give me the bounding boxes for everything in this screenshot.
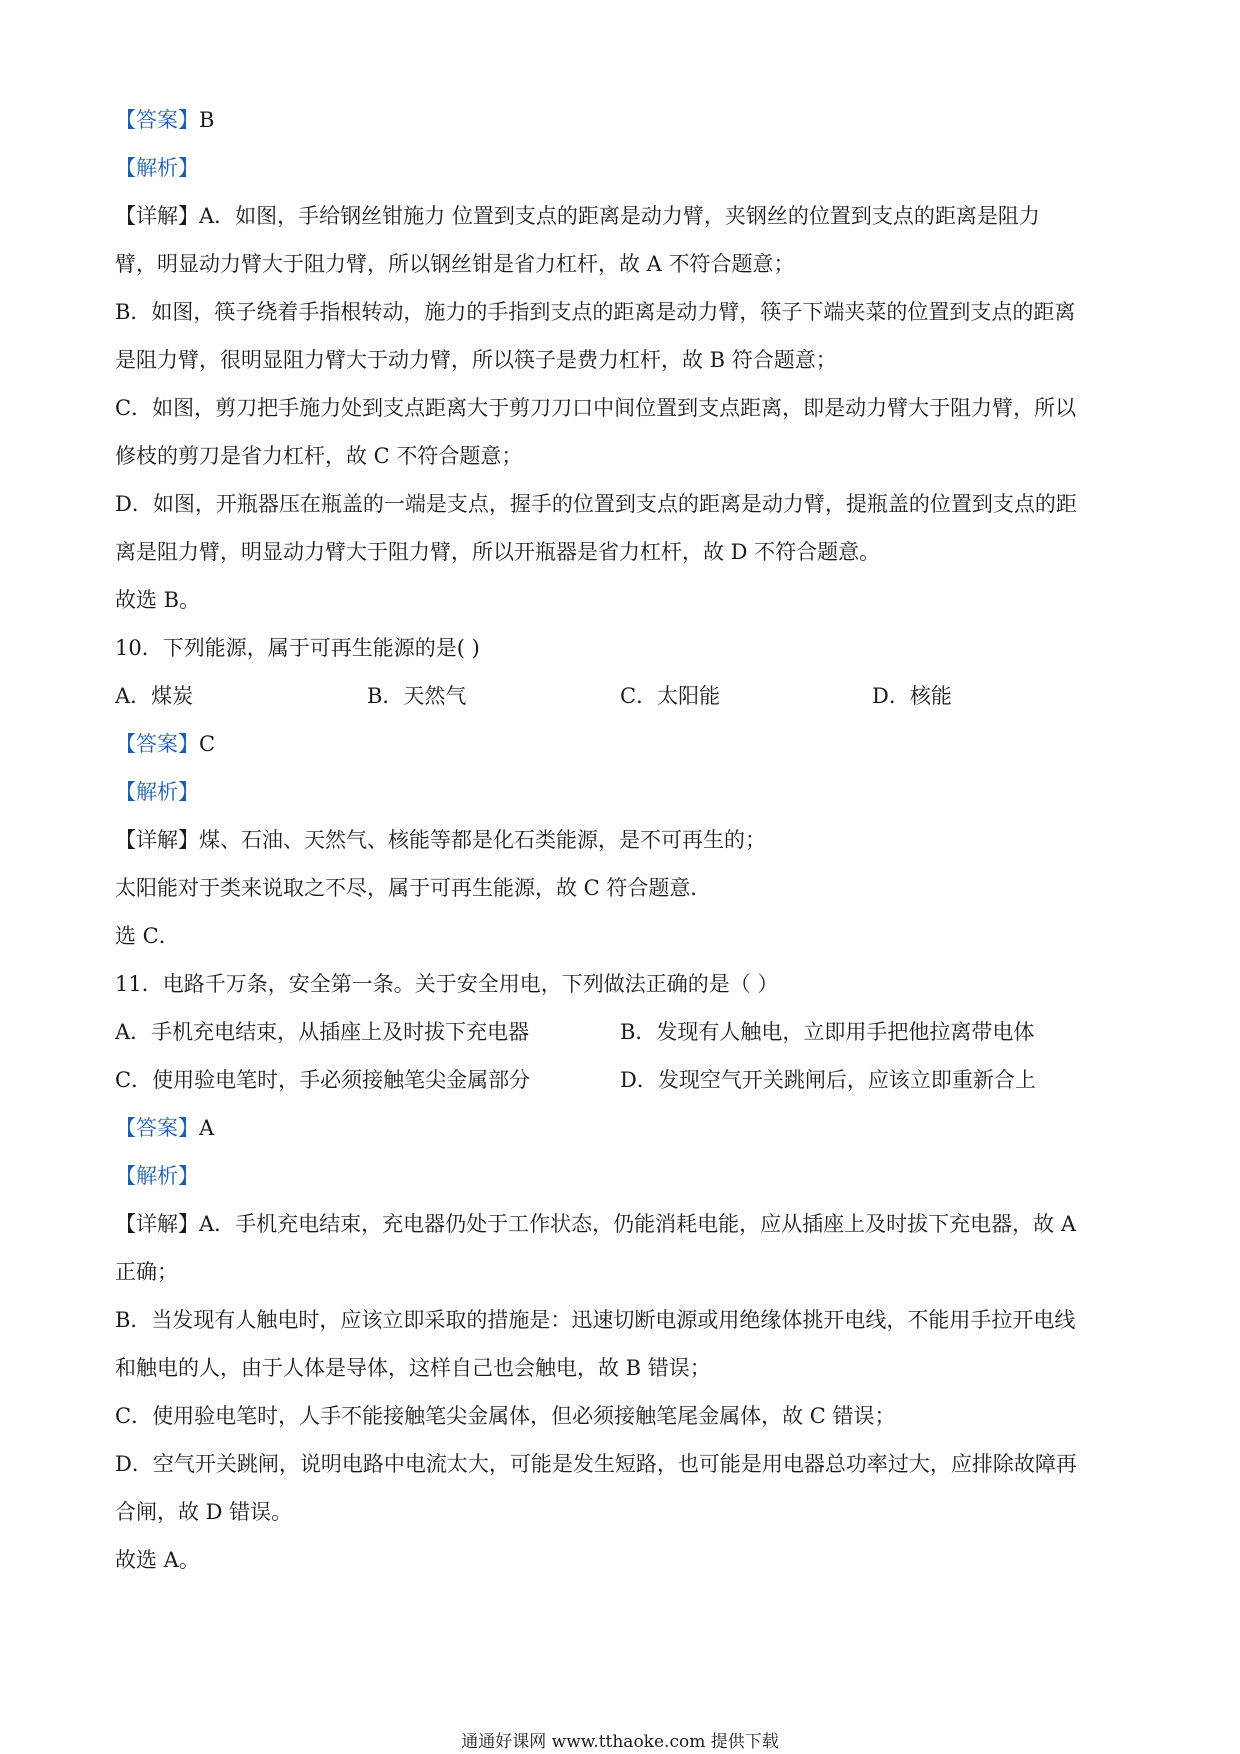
detail-line: D．空气开关跳闸，说明电路中电流太大，可能是发生短路，也可能是用电器总功率过大，应排除故障再 [115,1452,1077,1476]
page-footer: 通通好课网 www.tthaoke.com 提供下载 [461,1732,779,1752]
answer-tag: 【答案】 [115,108,199,132]
option-d: D．核能 [872,684,952,708]
detail-line: 太阳能对于类来说取之不尽，属于可再生能源，故 C 符合题意． [115,876,712,900]
detail-tag: 【详解】 [115,828,199,852]
answer-line [115,1113,1125,1143]
option-b: B．发现有人触电，立即用手把他拉离带电体 [620,1020,1035,1044]
analysis-heading: 【解析】 [115,1164,199,1188]
option-c: C．太阳能 [620,684,721,708]
detail-line: 正确； [115,1260,178,1284]
detail-line: 【详解】A．如图，手给钢丝钳施力 位置到支点的距离是动力臂，夹钢丝的位置到支点的距离是阻力 [115,204,1040,228]
detail-line: 和触电的人，由于人体是导体，这样自己也会触电，故 B 错误； [115,1356,711,1380]
option-a: A．煤炭 [115,684,194,708]
question-stem: 11．电路千万条，安全第一条。关于安全用电，下列做法正确的是（ ） [115,972,779,996]
option-b: B．天然气 [367,684,467,708]
detail-line: C．如图，剪刀把手施力处到支点距离大于剪刀刀口中间位置到支点距离，即是动力臂大于阻力臂，所以 [115,396,1077,420]
option-a: A．手机充电结束，从插座上及时拔下充电器 [115,1020,530,1044]
detail-line: 【详解】A．手机充电结束，充电器仍处于工作状态，仍能消耗电能，应从插座上及时拔下充电器，故 A [115,1212,1077,1236]
detail-line: 【详解】煤、石油、天然气、核能等都是化石类能源，是不可再生的； [115,828,766,852]
question-stem: 10．下列能源，属于可再生能源的是( ) [115,636,480,660]
detail-tag: 【详解】 [115,1212,199,1236]
answer-value: B [199,108,215,132]
answer-tag: 【答案】 [115,732,199,756]
detail-line: 修枝的剪刀是省力杠杆，故 C 不符合题意； [115,444,523,468]
detail-line: 臂，明显动力臂大于阻力臂，所以钢丝钳是省力杠杆，故 A 不符合题意； [115,252,795,276]
detail-line: C．使用验电笔时，人手不能接触笔尖金属体，但必须接触笔尾金属体，故 C 错误； [115,1404,896,1428]
answer-tag: 【答案】 [115,1116,199,1140]
analysis-heading: 【解析】 [115,156,199,180]
detail-tag: 【详解】 [115,204,199,228]
detail-line: B．如图，筷子绕着手指根转动，施力的手指到支点的距离是动力臂，筷子下端夹菜的位置到支点的距离 [115,300,1076,324]
detail-line: B．当发现有人触电时，应该立即采取的措施是：迅速切断电源或用绝缘体挑开电线，不能用手拉开电线 [115,1308,1076,1332]
conclusion-line: 故选 A。 [115,1548,200,1572]
detail-line: 离是阻力臂，明显动力臂大于阻力臂，所以开瓶器是省力杠杆，故 D 不符合题意。 [115,540,881,564]
detail-line: 合闸，故 D 错误。 [115,1500,293,1524]
analysis-heading: 【解析】 [115,780,199,804]
conclusion-line: 选 C． [115,924,180,948]
answer-line [115,729,1125,759]
option-c: C．使用验电笔时，手必须接触笔尖金属部分 [115,1068,531,1092]
option-d: D．发现空气开关跳闸后，应该立即重新合上 [620,1068,1036,1092]
detail-line: D．如图，开瓶器压在瓶盖的一端是支点，握手的位置到支点的距离是动力臂，提瓶盖的位置到支点的距 [115,492,1077,516]
answer-line [115,105,1125,135]
answer-value: A [199,1116,215,1140]
detail-line: 是阻力臂，很明显阻力臂大于动力臂，所以筷子是费力杠杆，故 B 符合题意； [115,348,837,372]
conclusion-line: 故选 B。 [115,588,201,612]
answer-value: C [199,732,216,756]
